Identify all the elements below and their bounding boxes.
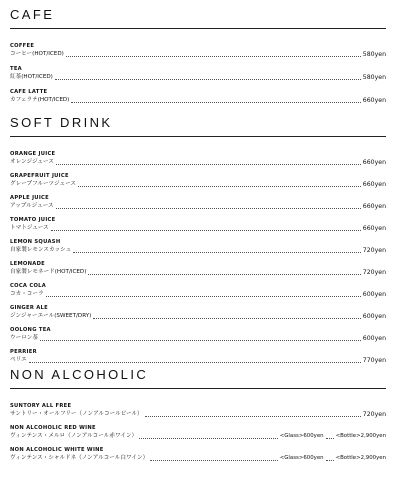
item-price: 660yen: [362, 181, 386, 188]
bottle-price: <Bottle>2,900yen: [335, 455, 386, 461]
item-price: 600yen: [362, 291, 386, 298]
section-title: NON ALCOHOLIC: [10, 367, 149, 382]
dotted-leader: [326, 438, 334, 439]
menu-item: [10, 403, 386, 419]
item-price: 660yen: [362, 97, 386, 104]
menu-item: [10, 425, 386, 441]
item-price: 720yen: [362, 247, 386, 254]
item-japanese-name: アップルジュース: [10, 203, 54, 209]
dotted-leader: [139, 438, 278, 439]
section-rule: [10, 28, 386, 29]
menu-item: [10, 283, 386, 299]
menu-item: [10, 173, 386, 189]
item-english-name: SUNTORY ALL FREE: [10, 403, 72, 409]
dotted-leader: [93, 318, 360, 319]
item-price: 720yen: [362, 269, 386, 276]
item-price: 660yen: [362, 225, 386, 232]
dotted-leader: [51, 230, 361, 231]
item-english-name: ORANGE JUICE: [10, 151, 56, 157]
item-japanese-name: トマトジュース: [10, 225, 49, 231]
item-price: 600yen: [362, 335, 386, 342]
menu-item: [10, 151, 386, 167]
item-japanese-name: ペリエ: [10, 357, 27, 363]
bottle-price: <Bottle>2,900yen: [335, 433, 386, 439]
dotted-leader: [66, 56, 361, 57]
dotted-leader: [145, 416, 361, 417]
item-japanese-name: コーヒー(HOT/ICED): [10, 51, 64, 57]
dotted-leader: [40, 340, 361, 341]
item-japanese-name: カフェラテ(HOT/ICED): [10, 97, 70, 103]
item-english-name: PERRIER: [10, 349, 37, 355]
item-japanese-name: 紅茶(HOT/ICED): [10, 74, 53, 80]
item-english-name: LEMONADE: [10, 261, 46, 267]
section-title: CAFE: [10, 7, 55, 22]
item-price: 580yen: [362, 74, 386, 81]
menu-item: [10, 217, 386, 233]
item-english-name: OOLONG TEA: [10, 327, 51, 333]
menu-item: [10, 239, 386, 255]
item-japanese-name: ヴィンテンス・メルロ（ノンアルコール赤ワイン）: [10, 433, 138, 439]
menu-item: [10, 66, 386, 82]
item-price: 660yen: [362, 203, 386, 210]
item-english-name: CAFE LATTE: [10, 89, 48, 95]
dotted-leader: [46, 296, 361, 297]
menu-item: [10, 447, 386, 463]
item-price: 600yen: [362, 313, 386, 320]
dotted-leader: [55, 79, 361, 80]
glass-price: <Glass>600yen: [279, 455, 324, 461]
item-english-name: GRAPEFRUIT JUICE: [10, 173, 69, 179]
item-japanese-name: ジンジャーエール(SWEET/DRY): [10, 313, 92, 319]
item-price: 660yen: [362, 159, 386, 166]
menu-item: [10, 89, 386, 105]
item-japanese-name: サントリー・オールフリー（ノンアルコールビール）: [10, 411, 143, 417]
item-english-name: GINGER ALE: [10, 305, 48, 311]
section-cafe: [10, 8, 386, 105]
menu-item: [10, 261, 386, 277]
item-english-name: COFFEE: [10, 43, 35, 49]
glass-price: <Glass>600yen: [279, 433, 324, 439]
item-japanese-name: ヴィンテンス・シャルドネ（ノンアルコール白ワイン）: [10, 455, 149, 461]
dotted-leader: [71, 102, 360, 103]
item-japanese-name: グレープフルーツジュース: [10, 181, 77, 187]
item-english-name: TEA: [10, 66, 22, 72]
dotted-leader: [56, 164, 361, 165]
item-japanese-name: 自家製レモンスカッシュ: [10, 247, 72, 253]
menu-item: [10, 349, 386, 365]
item-english-name: APPLE JUICE: [10, 195, 49, 201]
item-price: 580yen: [362, 51, 386, 58]
item-japanese-name: ウーロン茶: [10, 335, 38, 341]
section-rule: [10, 388, 386, 389]
dotted-leader: [150, 460, 278, 461]
menu-item: [10, 305, 386, 321]
section-title: SOFT DRINK: [10, 115, 113, 130]
menu-item: [10, 43, 386, 59]
item-english-name: COCA COLA: [10, 283, 47, 289]
dotted-leader: [78, 186, 361, 187]
dotted-leader: [29, 362, 361, 363]
item-japanese-name: オレンジジュース: [10, 159, 54, 165]
item-english-name: NON ALCOHOLIC WHITE WINE: [10, 447, 104, 453]
item-price: 720yen: [362, 411, 386, 418]
dotted-leader: [326, 460, 334, 461]
section-non-alcoholic: [10, 368, 386, 463]
item-english-name: LEMON SQUASH: [10, 239, 61, 245]
menu-item: [10, 327, 386, 343]
dotted-leader: [56, 208, 361, 209]
dotted-leader: [73, 252, 361, 253]
section-soft-drink: [10, 116, 386, 365]
item-japanese-name: コカ・コーラ: [10, 291, 44, 297]
dotted-leader: [88, 274, 360, 275]
section-rule: [10, 136, 386, 137]
item-japanese-name: 自家製レモネード(HOT/ICED): [10, 269, 87, 275]
item-price: 770yen: [362, 357, 386, 364]
menu-item: [10, 195, 386, 211]
item-english-name: TOMATO JUICE: [10, 217, 56, 223]
item-english-name: NON ALCOHOLIC RED WINE: [10, 425, 96, 431]
